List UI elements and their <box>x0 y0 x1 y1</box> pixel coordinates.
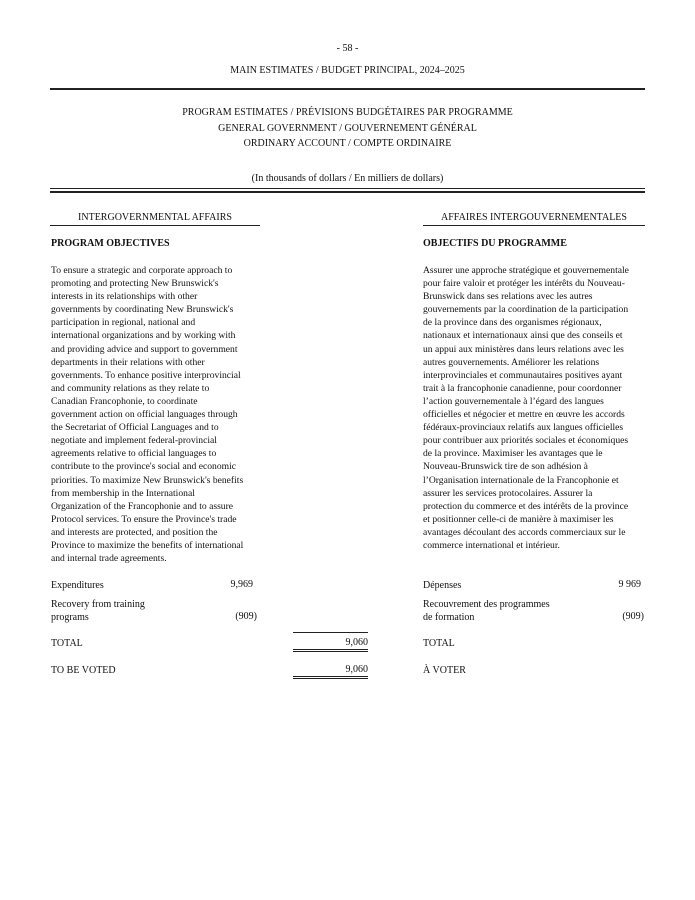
objectives-line: de la province dans des organismes régionaux, <box>423 317 602 329</box>
objectives-heading-french: OBJECTIFS DU PROGRAMME <box>423 238 567 249</box>
objectives-line: Protocol services. To ensure the Province's trade <box>51 513 237 525</box>
objectives-line: assurer les services protocolaires. Assurer la <box>423 487 593 499</box>
objectives-text-french <box>423 264 648 552</box>
objectives-line: agreements relative to official languages to <box>51 448 217 460</box>
objectives-line: contribute to the province's social and economic <box>51 461 237 473</box>
objectives-line: and community relations as they relate to <box>51 382 210 394</box>
units-rule-top <box>50 188 645 189</box>
program-estimates-line: PROGRAM ESTIMATES / PRÉVISIONS BUDGÉTAIRES PAR PROGRAMME <box>182 107 513 118</box>
objectives-line: l’action gouvernementale à l’égard des langues <box>423 395 604 407</box>
a-voter-label: À VOTER <box>423 665 466 676</box>
objectives-line: To ensure a strategic and corporate approach to <box>51 265 233 276</box>
section-header-english: INTERGOVERNMENTAL AFFAIRS <box>50 212 260 226</box>
page-number: - 58 - <box>336 43 359 54</box>
ordinary-account-line: ORDINARY ACCOUNT / COMPTE ORDINAIRE <box>243 138 452 149</box>
objectives-line: pour faire valoir et protéger les intérêts du Nouveau- <box>423 278 625 290</box>
to-be-voted-value: 9,060 <box>345 664 368 675</box>
recouvrement-label-line-1: Recouvrement des programmes <box>423 599 550 610</box>
objectives-text-english <box>51 264 281 565</box>
objectives-line: Assurer une approche stratégique et gouvernementale <box>423 265 629 276</box>
objectives-line: et positionner celle-ci de manière à maximiser les <box>423 513 614 525</box>
objectives-line: protection du commerce et des intérêts de la province <box>423 500 629 512</box>
recovery-value: (909) <box>235 611 257 622</box>
total-double-rule <box>293 649 368 652</box>
objectives-line: trait à la francophonie canadienne, pour coordonner <box>423 382 622 394</box>
general-government-line: GENERAL GOVERNMENT / GOUVERNEMENT GÉNÉRAL <box>218 123 477 134</box>
header-rule <box>50 88 645 90</box>
objectives-line: commerce international et intérieur. <box>423 539 560 551</box>
objectives-line: governments by coordinating New Brunswick's <box>51 304 234 316</box>
units-rule-bottom <box>50 191 645 193</box>
objectives-line: interests in its relationships with other <box>51 291 198 303</box>
total-label-french: TOTAL <box>423 638 455 649</box>
total-label: TOTAL <box>51 638 83 649</box>
objectives-line: Organization of the Francophonie and to assure <box>51 500 234 512</box>
objectives-line: nationaux et internationaux ainsi que des conseils et <box>423 330 623 342</box>
objectives-line: priorities. To maximize New Brunswick's benefits <box>51 474 244 486</box>
objectives-line: officielles et négocier et mettre en œuvre les accords <box>423 409 625 421</box>
objectives-line: participation in regional, national and <box>51 317 196 329</box>
objectives-line: departments in their relations with other <box>51 356 205 368</box>
expenditures-value: 9,969 <box>230 579 253 590</box>
recouvrement-label-line-2: de formation <box>423 612 475 623</box>
voted-double-rule <box>293 676 368 679</box>
objectives-line: fédéraux-provinciaux relatifs aux langues officielles <box>423 422 624 434</box>
objectives-line: pour contribuer aux priorités sociales et économiques <box>423 435 629 447</box>
objectives-line: promoting and protecting New Brunswick's <box>51 278 219 290</box>
objectives-line: Province to maximize the benefits of international <box>51 539 244 551</box>
expenditures-label: Expenditures <box>51 580 104 591</box>
objectives-line: de la province. Maximiser les avantages que le <box>423 448 603 460</box>
objectives-line: and interests are protected, and position the <box>51 526 218 538</box>
depenses-label: Dépenses <box>423 580 462 591</box>
objectives-line: Brunswick dans ses relations avec les autres <box>423 291 593 303</box>
objectives-line: governments. To enhance positive interprovincial <box>51 369 241 381</box>
depenses-value: 9 969 <box>618 579 641 590</box>
recovery-label-line-2: programs <box>51 612 89 623</box>
objectives-line: Nouveau-Brunswick tire de son adhésion à <box>423 461 588 473</box>
recovery-label-line-1: Recovery from training <box>51 599 145 610</box>
objectives-line: and internal trade agreements. <box>51 553 167 565</box>
objectives-line: government action on official languages through <box>51 409 238 421</box>
objectives-line: negotiate and implement federal-provincial <box>51 435 217 447</box>
objectives-heading-english: PROGRAM OBJECTIVES <box>51 238 170 249</box>
document-title: MAIN ESTIMATES / BUDGET PRINCIPAL, 2024–2025 <box>230 65 465 76</box>
objectives-line: interprovinciales et communautaires positives ayant <box>423 369 623 381</box>
objectives-line: and providing advice and support to government <box>51 343 238 355</box>
section-header-french: AFFAIRES INTERGOUVERNEMENTALES <box>423 212 645 226</box>
objectives-line: from membership in the International <box>51 487 195 499</box>
units-line: (In thousands of dollars / En milliers de dollars) <box>251 173 444 184</box>
total-value: 9,060 <box>293 632 368 648</box>
objectives-line: l’Organisation internationale de la Francophonie et <box>423 474 619 486</box>
objectives-line: gouvernements par la coordination de la participation <box>423 304 629 316</box>
objectives-line: avantages découlant des accords commerciaux sur le <box>423 526 626 538</box>
recouvrement-value: (909) <box>622 611 644 622</box>
objectives-line: Canadian Francophonie, to coordinate <box>51 395 198 407</box>
objectives-line: international organizations and by working with <box>51 330 236 342</box>
objectives-line: un appui aux ministères dans leurs relations avec les <box>423 343 624 355</box>
objectives-line: autres gouvernements. Améliorer les relations <box>423 356 600 368</box>
to-be-voted-label: TO BE VOTED <box>51 665 116 676</box>
objectives-line: the Secretariat of Official Languages and to <box>51 422 219 434</box>
